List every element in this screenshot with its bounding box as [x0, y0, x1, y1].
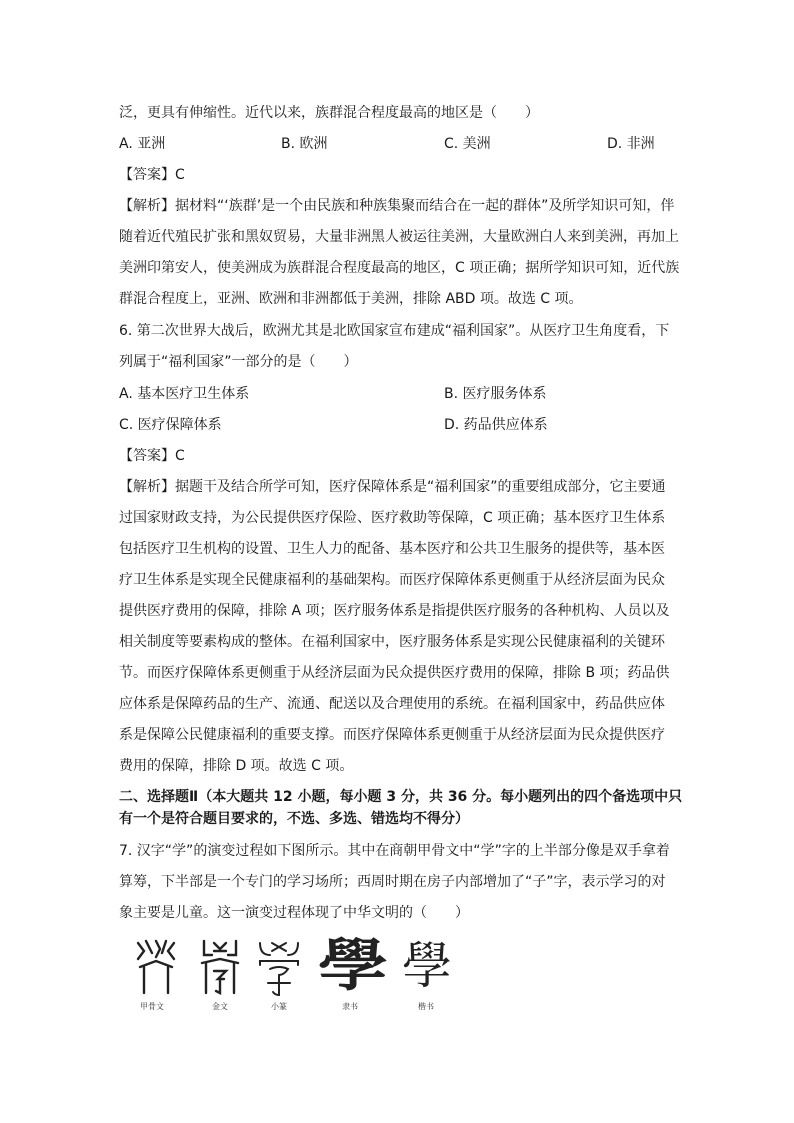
q6-stem-line: 列属于“福利国家”一部分的是（ ） — [119, 354, 358, 370]
q5-analysis-line: 群混合程度上，亚洲、欧洲和非洲都低于美洲，排除 ABD 项。故选 C 项。 — [119, 291, 583, 307]
figure-label-oracle: 甲骨文 — [140, 1002, 164, 1011]
small-seal-glyph — [256, 937, 302, 999]
figure-label-seal: 小篆 — [271, 1002, 287, 1011]
q6-analysis-line: 疗卫生体系是实现全民健康福利的基础架构。而医疗保障体系更侧重于从经济层面为民众 — [119, 572, 665, 588]
q6-analysis-line: 费用的保障，排除 D 项。故选 C 项。 — [119, 758, 354, 774]
q5-analysis-line: 随着近代殖民扩张和黑奴贸易，大量非洲黑人被运往美洲，大量欧洲白人来到美洲，再加上 — [119, 229, 679, 245]
q5-analysis-line: 美洲印第安人，使美洲成为族群混合程度最高的地区，C 项正确；据所学知识可知，近代族 — [119, 260, 680, 276]
q5-stem-tail: 泛，更具有伸缩性。近代以来，族群混合程度最高的地区是（ ） — [119, 105, 539, 121]
q5-option-d: D. 非洲 — [607, 136, 655, 152]
q6-analysis-line: 系是保障公民健康福利的重要支撑。而医疗保障体系更侧重于从经济层面为民众提供医疗 — [119, 727, 665, 743]
figure-label-bronze: 金文 — [212, 1002, 228, 1011]
q6-analysis-line: 过国家财政支持，为公民提供医疗保险、医疗救助等保障，C 项正确；基本医疗卫生体系 — [119, 510, 666, 526]
q7-stem-line: 7. 汉字“学”的演变过程如下图所示。其中在商朝甲骨文中“学”字的上半部分像是双手拿着 — [119, 843, 670, 859]
figure-label-regular: 楷书 — [418, 1002, 434, 1011]
q6-option-b: B. 医疗服务体系 — [444, 386, 547, 402]
q6-option-c: C. 医疗保障体系 — [119, 417, 222, 433]
q6-analysis-line: 【解析】据题干及结合所学可知，医疗保障体系是“福利国家”的重要组成部分，它主要通 — [119, 479, 666, 495]
q6-stem-line: 6. 第二次世界大战后，欧洲尤其是北欧国家宣布建成“福利国家”。从医疗卫生角度看，下 — [119, 323, 670, 339]
q6-analysis-line: 应体系是保障药品的生产、流通、配送以及合理使用的系统。在福利国家中，药品供应体 — [119, 696, 665, 712]
q6-option-a: A. 基本医疗卫生体系 — [119, 386, 250, 402]
clerical-script-glyph: 學 — [318, 933, 388, 999]
bronze-inscription-glyph — [198, 937, 242, 999]
q6-analysis-line: 包括医疗卫生机构的设置、卫生人力的配备、基本医疗和公共卫生服务的提供等，基本医 — [119, 541, 665, 557]
q6-analysis-line: 节。而医疗保障体系更侧重于从经济层面为民众提供医疗费用的保障，排除 B 项；药品供 — [119, 665, 670, 681]
q6-option-d: D. 药品供应体系 — [444, 417, 548, 433]
q6-answer: 【答案】C — [119, 448, 185, 464]
character-evolution-figure — [128, 935, 468, 1025]
section-heading: 二、选择题Ⅱ（本大题共 12 小题，每小题 3 分，共 36 分。每小题列出的四个备选项中只 — [119, 789, 683, 805]
q7-stem-line: 算筹，下半部是一个专门的学习场所；西周时期在房子内部增加了“子”字，表示学习的对 — [119, 874, 666, 890]
figure-label-clerical: 隶书 — [342, 1002, 358, 1011]
oracle-bone-glyph — [132, 937, 180, 999]
q6-analysis-line: 相关制度等要素构成的整体。在福利国家中，医疗服务体系是实现公民健康福利的关键环 — [119, 634, 665, 650]
regular-script-glyph: 學 — [402, 937, 452, 995]
q7-stem-line: 象主要是儿童。这一演变过程体现了中华文明的（ ） — [119, 905, 469, 921]
q5-option-a: A. 亚洲 — [119, 136, 166, 152]
q5-answer: 【答案】C — [119, 167, 185, 183]
q5-option-b: B. 欧洲 — [281, 136, 328, 152]
q5-analysis-line: 【解析】据材料“‘族群’是一个由民族和种族集聚而结合在一起的群体”及所学知识可知，伴 — [119, 198, 675, 214]
q5-option-c: C. 美洲 — [444, 136, 491, 152]
q6-analysis-line: 提供医疗费用的保障，排除 A 项；医疗服务体系是指提供医疗服务的各种机构、人员以及 — [119, 603, 670, 619]
section-heading: 有一个是符合题目要求的，不选、多选、错选均不得分） — [119, 811, 469, 827]
